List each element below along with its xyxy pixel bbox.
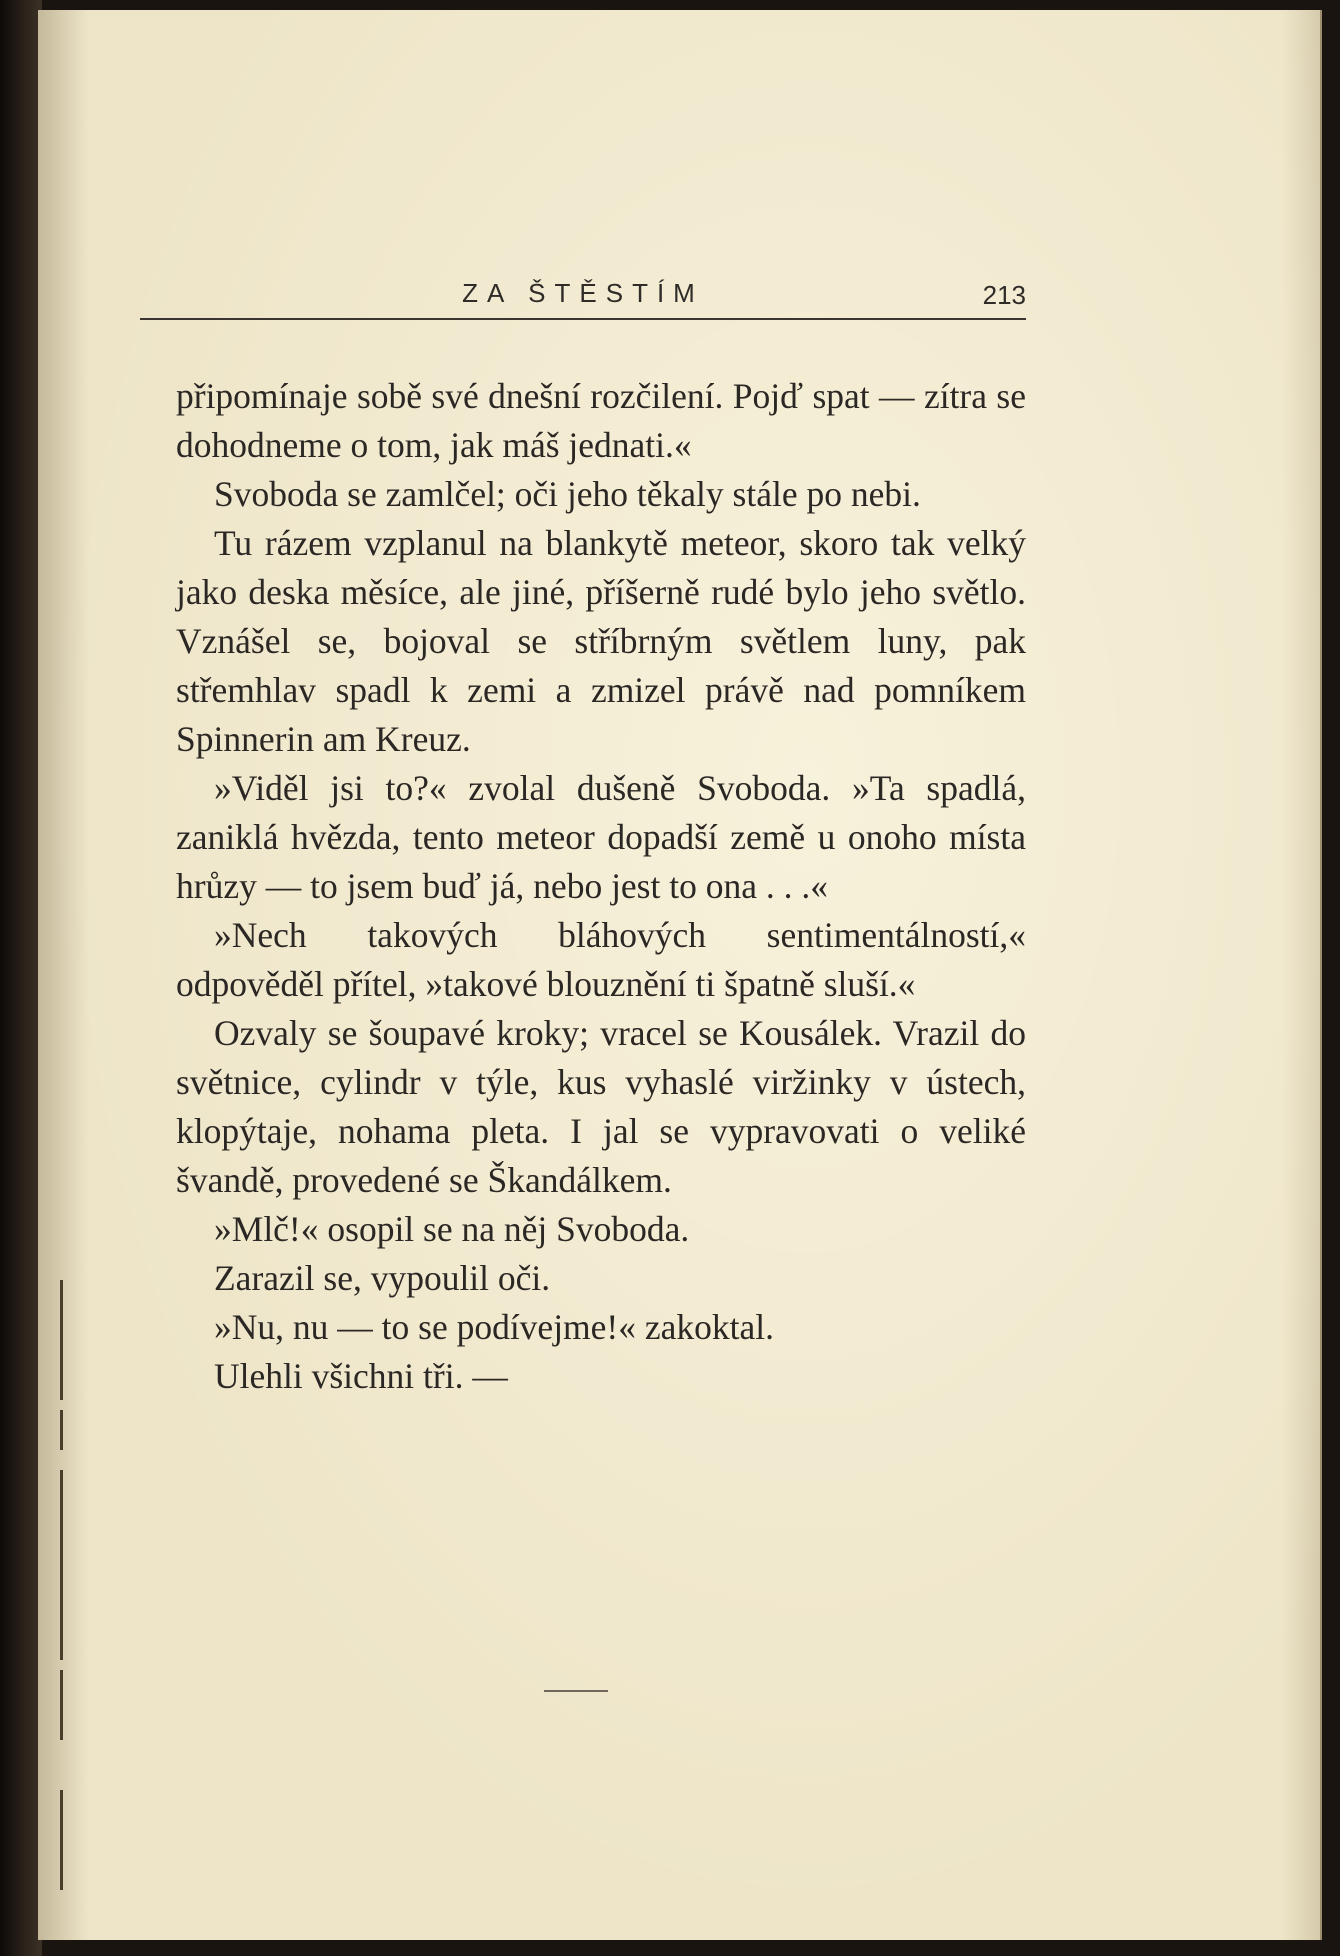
paragraph: »Nu, nu — to se podívejme!« zakoktal.	[214, 1307, 774, 1347]
gutter-mark	[60, 1670, 63, 1740]
paragraph: Ulehli všichni tři. —	[214, 1356, 508, 1396]
page-header	[140, 278, 1026, 320]
paragraph: připomínaje sobě své dnešní rozčilení. Pojď spat — zítra se dohodneme o tom, jak máš jednati.«	[176, 376, 1026, 465]
body-text	[176, 372, 1026, 1401]
paragraph: Ozvaly se šoupavé kroky; vracel se Kousálek. Vrazil do světnice, cylindr v týle, kus vyhaslé viržinky v ústech, klopýtaje, nohama pleta. I jal se vypravovati o veliké švandě, provedené se Škandálkem.	[176, 1013, 1026, 1200]
gutter-mark	[60, 1280, 63, 1400]
paragraph: »Mlč!« osopil se na něj Svoboda.	[214, 1209, 690, 1249]
running-title: ZA ŠTĚSTÍM	[462, 278, 704, 308]
book-binding	[0, 0, 42, 1956]
gutter-mark	[60, 1410, 63, 1450]
paragraph: Svoboda se zamlčel; oči jeho těkaly stále po nebi.	[214, 474, 921, 514]
gutter-mark	[60, 1790, 63, 1890]
paragraph: »Nech takových bláhových sentimentálností,« odpověděl přítel, »takové blouznění ti špatně sluší.«	[176, 915, 1026, 1004]
paragraph: »Viděl jsi to?« zvolal dušeně Svoboda. »Ta spadlá, zaniklá hvězda, tento meteor dopadší země u onoho místa hrůzy — to jsem buď já, nebo jest to ona . . .«	[176, 768, 1026, 906]
page-number: 213	[982, 280, 1026, 310]
gutter-mark	[60, 1470, 63, 1660]
paragraph: Zarazil se, vypoulil oči.	[214, 1258, 551, 1298]
paragraph: Tu rázem vzplanul na blankytě meteor, skoro tak velký jako deska měsíce, ale jiné, příšerně rudé bylo jeho světlo. Vznášel se, bojoval se stříbrným světlem luny, pak střemhlav spadl k zemi a zmizel právě nad pomníkem Spinnerin am Kreuz.	[176, 523, 1026, 759]
section-end-rule	[544, 1690, 608, 1692]
